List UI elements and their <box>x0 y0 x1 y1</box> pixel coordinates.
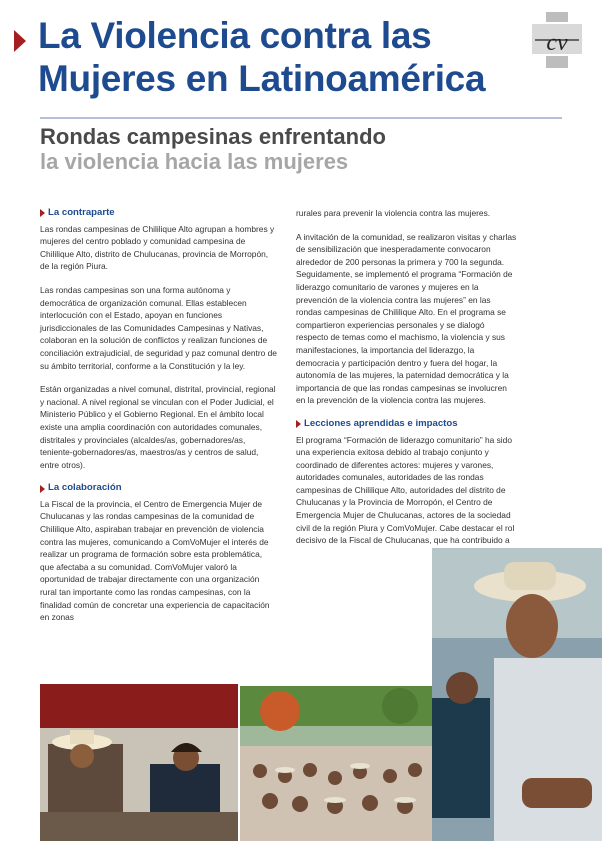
section-heading-lecciones <box>296 418 518 431</box>
section-heading-colaboracion <box>40 482 278 495</box>
paragraph: rurales para prevenir la violencia contra las mujeres. <box>296 208 491 218</box>
man-with-hat-photo-icon <box>432 548 602 841</box>
title-rule <box>40 117 562 119</box>
section-marker-icon <box>40 485 45 493</box>
paragraph: Las rondas campesinas son una forma autónoma y democrática de organización comunal. Ellas establecen interlocución con el Estado, apoyan en funciones jurisdiccionales de las Comunidades Campesinas y Nativas, colaboran en la solución de conflictos y realizan funciones de conciliación extrajudicial, de seguridad y paz comunal dentro de su ámbito territorial, conforme a la Constitución y la ley. <box>40 284 277 371</box>
crowd-photo-icon <box>240 686 435 841</box>
section-title: La contraparte <box>48 207 115 218</box>
section-title: La colaboración <box>48 482 122 494</box>
subtitle-line-2: la violencia hacia las mujeres <box>40 149 349 174</box>
title-line-2: Mujeres en Latinoamérica <box>38 58 486 99</box>
paragraph: Están organizadas a nivel comunal, distrital, provincial, regional y nacional. A nivel regional se vinculan con el Poder Judicial, el Ministerio Público y el Gobierno Regional. En el ámbito local existe una amplia coordinación con autoridades comunales, distritales y provinciales (alcaldes/as, gobernadores/as, teniente-gobernadores/as, maestros/as y centros de salud, entre otros). <box>40 384 276 470</box>
svg-text:cv: cv <box>546 30 568 56</box>
section-title: Lecciones aprendidas e impactos <box>304 417 458 429</box>
meeting-photo-icon <box>40 684 238 841</box>
paragraph: A invitación de la comunidad, se realizaron visitas y charlas de sensibilización que inesperadamente convocaron alrededor de 200 personas la primera y 700 la segunda. Seguidamente, se implementó el programa “Formación de liderazgo comunitario de varones y mujeres en la prevención de la violencia contra las mujeres” en las rondas campesinas de Chililique Alto. En el programa se compartieron experiencias personales y se dialogó respecto de temas como el machismo, la violencia y sus manifestaciones, la importancia del liderazgo, la democracia y participación dentro y fuera del hogar, la autonomía de las mujeres, la paternidad democrática y la importancia de que las rondas campesinas se involucren en la prevención de la violencia contra las mujeres. <box>296 231 517 406</box>
page-title <box>38 14 485 100</box>
subtitle-line-1: Rondas campesinas enfrentando <box>40 124 386 149</box>
paragraph: El programa “Formación de liderazgo comunitario” ha sido una experiencia exitosa debido al trabajo conjunto y coordinado de diferentes actores: mujeres y varones, autoridades comunales, autoridades de las rondas campesinas de Chililique Alto, autoridades del distrito de Chulucanas y la Provincia de Morropón, el Centro de Emergencia Mujer de Chulucanas, actores de la sociedad civil de la región Piura y ComVoMujer. Cabe destacar el rol decisivo de la Fiscal de Chulucanas, que ha contribuido a <box>296 434 515 546</box>
paragraph: Las rondas campesinas de Chililique Alto agrupan a hombres y mujeres del centro poblado y comunidad campesina de Chililique Alto, distrito de Chulucanas, provincia de Morropón, de la región Piura. <box>40 223 275 272</box>
paragraph: La Fiscal de la provincia, el Centro de Emergencia Mujer de Chulucanas y las rondas campesinas de la comunidad de Chililique Alto, aspiraban trabajar en prevención de violencia contra las mujeres, comunicando a ComVoMujer el interés de realizar un programa de formación sobre esta problemática, que afectaba a su comunidad. ComVoMujer valoró la oportunidad de trabajar directamente con una organización rural tan importante como las rondas campesinas, con la finalidad común de concretar una experiencia de capacitación en zonas <box>40 498 270 623</box>
title-line-1: La Violencia contra las <box>38 15 432 56</box>
right-column <box>296 207 518 558</box>
title-marker-icon <box>14 30 26 52</box>
page-subtitle <box>40 124 386 174</box>
comvomujer-logo-icon <box>532 12 582 70</box>
left-column <box>40 207 278 635</box>
section-marker-icon <box>296 420 301 428</box>
section-marker-icon <box>40 209 45 217</box>
section-heading-contraparte <box>40 207 278 220</box>
